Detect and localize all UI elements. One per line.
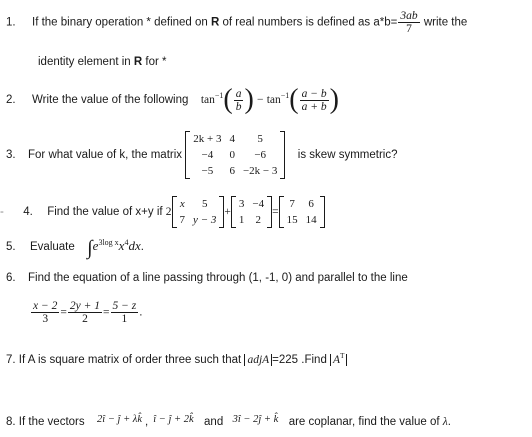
question-8: [6, 413, 451, 429]
set-R: R: [211, 16, 220, 29]
exp-base: e: [92, 237, 99, 253]
matrix-3: 7 6 15 14: [279, 196, 325, 228]
fraction-z: $\frac{5 - z}{1}$: [112, 300, 137, 325]
question-2: [6, 86, 339, 114]
question-1: [6, 10, 467, 35]
question-text: If the binary operation * defined on: [32, 16, 212, 29]
tan-inverse-1: $\tan^{-1}$: [200, 91, 224, 107]
question-number: 6.: [6, 272, 16, 284]
matrix-2: 3 −4 1 2: [231, 196, 272, 228]
exponent: 3log x: [98, 238, 119, 247]
question-text: 7. If A is square matrix of order three such that: [6, 353, 245, 366]
question-5: [6, 236, 144, 259]
period: .: [139, 306, 143, 319]
period: .: [447, 416, 451, 428]
question-text: identity element in: [38, 56, 134, 68]
differential: dx: [128, 237, 141, 253]
comma: ,: [145, 416, 149, 428]
question-number: 1.: [6, 16, 16, 29]
set-R: R: [133, 56, 143, 68]
question-7: [6, 349, 347, 367]
question-text: for *: [142, 56, 167, 68]
question-text: For what value of k, the matrix: [28, 149, 183, 162]
question-text: is skew symmetric?: [297, 149, 398, 162]
question-text: 8. If the vectors: [6, 416, 85, 428]
matrix-1: x 5 7 y − 3: [172, 196, 225, 228]
question-number: 2.: [6, 94, 16, 107]
fraction-y: $\frac{2y + 1}{2}$: [69, 300, 100, 325]
variable-x: x: [118, 237, 125, 253]
fraction: $\frac{3ab}{7}$: [400, 10, 418, 35]
tan-inverse-2: $\tan^{-1}$: [266, 91, 290, 107]
question-number: 4.: [23, 206, 33, 219]
paren-expression-1: ( $\frac{a}{b}$ ): [223, 84, 254, 115]
matrix-3x3: 2k + 3 4 5 −4 0 −6 −5 6 −2k − 3: [185, 131, 285, 179]
paren-expression-2: ( $\frac{a - b}{a + b}$ ): [289, 84, 339, 115]
minus-sign: −: [257, 94, 264, 107]
coefficient: 2: [165, 206, 172, 219]
line-equation: [30, 300, 142, 325]
question-text: Write the value of the following: [32, 94, 189, 107]
question-text: are coplanar, find the value of: [288, 416, 440, 428]
integral-sign: ∫: [87, 236, 93, 259]
determinant-adjA: adjA: [244, 354, 272, 366]
question-6: [6, 271, 408, 285]
question-1-line2: [38, 55, 167, 69]
fraction-x: $\frac{x - 2}{3}$: [33, 300, 58, 325]
question-text: Find the equation of a line passing through (1, -1, 0) and parallel to the line: [28, 272, 408, 284]
question-text: Evaluate: [30, 240, 75, 253]
vector-1: 2î − ĵ + λk̂: [97, 414, 142, 425]
question-number: 5.: [6, 240, 16, 253]
question-text: Find the value of x+y if: [47, 206, 163, 219]
question-text: write the: [420, 16, 468, 29]
question-text: of real numbers is defined as a*b=: [219, 16, 398, 29]
equals-sign: =: [103, 306, 110, 319]
question-number: 3.: [6, 149, 16, 162]
power: 4: [124, 238, 129, 247]
lambda-symbol: λ: [442, 416, 448, 428]
margin-dash: -: [0, 206, 4, 219]
equals-sign: =: [272, 206, 279, 219]
determinant-AT: $A^T$: [330, 354, 347, 366]
plus-sign: +: [224, 206, 231, 219]
conjunction: and: [204, 416, 224, 428]
vector-3: 3î − 2ĵ + k̂: [232, 414, 279, 425]
question-4: [0, 196, 325, 228]
equals-sign: =: [60, 306, 67, 319]
vector-2: î − ĵ + 2k̂: [153, 414, 194, 425]
question-3: [6, 131, 397, 179]
period: .: [140, 240, 144, 253]
question-text: =225 .Find: [272, 353, 331, 366]
